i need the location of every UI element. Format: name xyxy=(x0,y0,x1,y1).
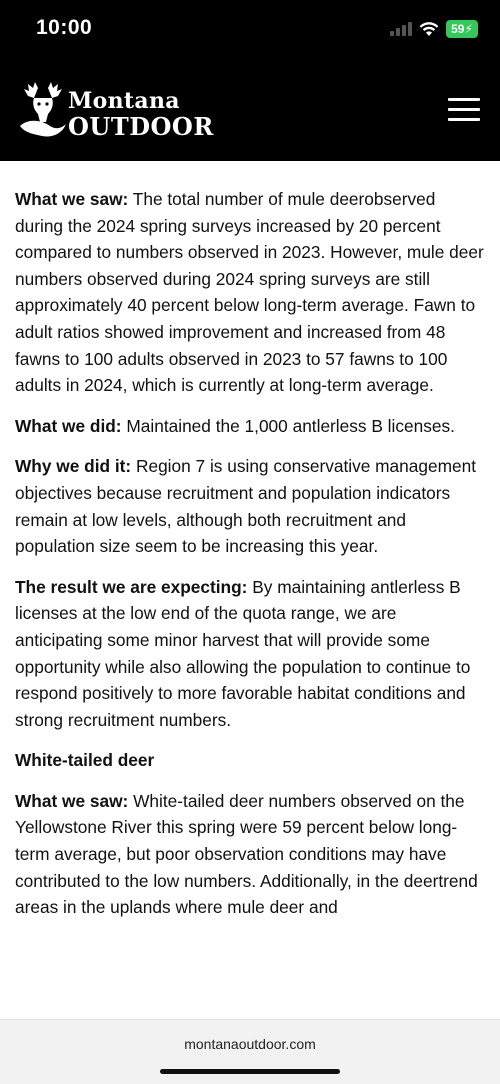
site-header xyxy=(0,62,500,161)
hamburger-menu-icon[interactable] xyxy=(448,98,480,124)
paragraph-label: What we saw: xyxy=(15,189,129,209)
article-body xyxy=(15,186,485,935)
site-logo[interactable] xyxy=(16,80,216,142)
paragraph-text: By maintaining antlerless B licenses at the low end of the quota range, we are anticipating some minor harvest that will provide some opportunity while also allowing the population to continue to respond positively to more favorable habitat conditions and strong recruitment numbers. xyxy=(15,576,471,730)
paragraph-what-we-saw-mule-deer xyxy=(15,186,485,399)
section-heading-white-tailed-deer: White-tailed deer xyxy=(15,750,155,771)
logo-text-montana: Montana xyxy=(68,88,180,114)
cellular-signal-icon xyxy=(390,22,412,36)
home-indicator[interactable] xyxy=(160,1069,340,1074)
paragraph-text: White-tailed deer numbers observed on the Yellowstone River this spring were 59 percent below long-term average, but poor observation conditions may have contributed to the low numbers. Additionally, in the deertrend areas in the uplands where mule deer and xyxy=(15,790,478,918)
battery-icon: 59⚡ xyxy=(446,20,478,38)
paragraph-why-we-did-it xyxy=(15,453,485,559)
paragraph-text: The total number of mule deerobserved during the 2024 spring surveys increased by 20 percent compared to numbers observed in 2023. However, mule deer numbers observed during 2024 spring surveys are still approximately 40 percent below long-term average. Fawn to adult ratios showed improvement and increased from 48 fawns to 100 adults observed in 2023 to 57 fawns to 100 adults in 2024, which is currently at long-term average. xyxy=(15,189,484,396)
status-time: 10:00 xyxy=(36,16,93,39)
paragraph-result-expecting xyxy=(15,574,485,734)
paragraph-label: What we did: xyxy=(15,415,122,436)
url-text[interactable]: montanaoutdoor.com xyxy=(184,1036,316,1052)
paragraph-what-we-did xyxy=(15,413,485,440)
deer-logo-icon xyxy=(16,82,68,142)
browser-address-bar[interactable] xyxy=(0,1019,500,1084)
paragraph-label: Why we did it: xyxy=(15,456,132,477)
battery-level: 59 xyxy=(451,22,465,36)
status-icons xyxy=(390,20,478,38)
paragraph-what-we-saw-white-tailed xyxy=(15,788,485,921)
status-bar xyxy=(0,0,500,62)
wifi-icon xyxy=(419,22,439,37)
logo-text-outdoor: OUTDOOR xyxy=(68,112,214,141)
paragraph-label: The result we are expecting: xyxy=(15,576,248,597)
paragraph-text: Maintained the 1,000 antlerless B licenses. xyxy=(121,415,455,436)
paragraph-text: Region 7 is using conservative management objectives because recruitment and population indicators remain at low levels, although both recruitment and population size seem to be increasing this year. xyxy=(15,456,477,557)
paragraph-label: What we saw: xyxy=(15,790,129,811)
